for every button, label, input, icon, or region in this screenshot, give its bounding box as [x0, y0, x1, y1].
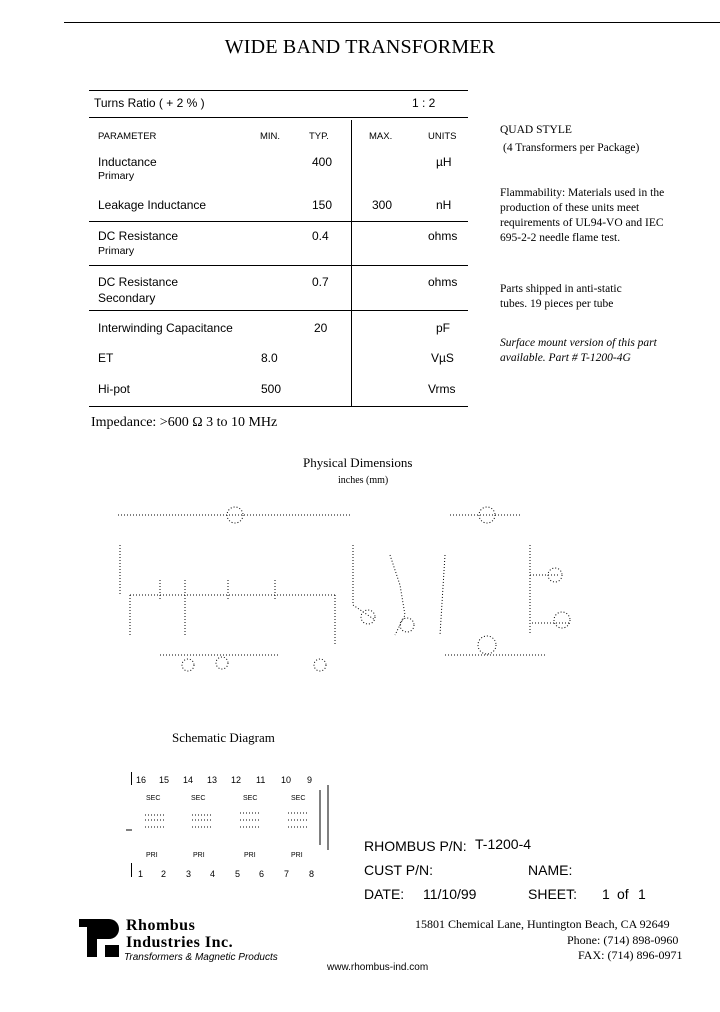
row-dcr-sec-sub: Secondary — [98, 291, 156, 305]
row-hipot-min: 500 — [261, 382, 282, 396]
pin-2: 2 — [161, 869, 167, 879]
package-side-view — [353, 545, 414, 635]
name-label: NAME: — [528, 862, 573, 878]
pin-8: 8 — [309, 869, 315, 879]
top-rule — [64, 22, 720, 23]
row-dcr-pri-typ: 0.4 — [312, 229, 329, 243]
pin-4: 4 — [210, 869, 216, 879]
transformer-2 — [192, 815, 212, 827]
row-et-min: 8.0 — [261, 351, 278, 365]
row-rule-2 — [89, 265, 468, 266]
pri-label-1: PRI — [146, 852, 158, 859]
rhombus-logo-icon — [79, 919, 121, 957]
pin-3: 3 — [186, 869, 192, 879]
row-leakage-typ: 150 — [312, 198, 333, 212]
physical-dimensions-drawing — [100, 495, 590, 695]
transformer-3 — [240, 813, 260, 827]
pin-15: 15 — [159, 775, 170, 785]
company-name-line1: Rhombus — [126, 917, 196, 934]
turns-ratio-label: Turns Ratio ( + 2 % ) — [94, 96, 205, 110]
pri-label-3: PRI — [244, 852, 256, 859]
physical-dimensions-subtitle: inches (mm) — [338, 475, 389, 486]
turns-ratio-value: 1 : 2 — [412, 96, 436, 110]
row-dcr-pri-param: DC Resistance — [98, 229, 179, 243]
header-min: MIN. — [260, 131, 281, 142]
sec-label-4: SEC — [291, 795, 306, 802]
sheet-value: 1 — [602, 886, 610, 902]
row-capacitance-param: Interwinding Capacitance — [98, 321, 233, 335]
pin-12: 12 — [231, 775, 242, 785]
row-dcr-sec-typ: 0.7 — [312, 275, 329, 289]
row-rule-1 — [89, 221, 468, 222]
row-capacitance-units: pF — [436, 321, 451, 335]
schematic-title: Schematic Diagram — [172, 730, 275, 745]
flammability-note: Flammability: Materials used in the production of these units meet requirements of UL94-VO and IEC 695-2-2 needle flame test. — [500, 187, 665, 244]
header-max: MAX. — [369, 131, 393, 142]
row-et-param: ET — [98, 351, 114, 365]
pin-1: 1 — [138, 869, 144, 879]
row-capacitance-typ: 20 — [314, 321, 328, 335]
sec-label-3: SEC — [243, 795, 258, 802]
pri-label-4: PRI — [291, 852, 303, 859]
row-leakage-units: nH — [436, 198, 452, 212]
package-end-view — [440, 507, 570, 655]
pin-7: 7 — [284, 869, 290, 879]
row-leakage-param: Leakage Inductance — [98, 198, 207, 212]
pin-11: 11 — [256, 775, 266, 785]
header-parameter: PARAMETER — [98, 131, 157, 142]
rhombus-pn-label: RHOMBUS P/N: — [364, 838, 467, 854]
company-tagline: Transformers & Magnetic Products — [124, 952, 278, 963]
row-inductance-typ: 400 — [312, 155, 333, 169]
turns-rule — [89, 117, 468, 118]
shipping-note: Parts shipped in anti-static tubes. 19 pieces per tube — [500, 283, 622, 310]
row-leakage-max: 300 — [372, 198, 393, 212]
physical-dimensions-title: Physical Dimensions — [303, 455, 413, 470]
pin-10: 10 — [281, 775, 292, 785]
smt-note: Surface mount version of this part available. Part # T-1200-4G — [500, 337, 657, 364]
row-dcr-pri-sub: Primary — [98, 245, 135, 257]
transformer-4 — [288, 813, 308, 827]
header-units: UNITS — [428, 131, 457, 142]
company-name-line2: Industries Inc. — [126, 934, 234, 951]
sec-label-2: SEC — [191, 795, 206, 802]
pin-6: 6 — [259, 869, 265, 879]
row-inductance-sub: Primary — [98, 170, 135, 182]
cust-pn-label: CUST P/N: — [364, 862, 433, 878]
header-typ: TYP. — [309, 131, 329, 142]
pin-9: 9 — [307, 775, 313, 785]
row-dcr-pri-units: ohms — [428, 229, 458, 243]
pin-13: 13 — [207, 775, 218, 785]
date-label: DATE: — [364, 886, 405, 902]
page-title: WIDE BAND TRANSFORMER — [224, 36, 496, 58]
row-hipot-units: Vrms — [428, 382, 456, 396]
row-inductance-units: µH — [436, 155, 452, 169]
row-rule-3 — [89, 310, 468, 311]
sec-label-1: SEC — [146, 795, 161, 802]
pin-16: 16 — [136, 775, 147, 785]
impedance-spec: Impedance: >600 Ω 3 to 10 MHz — [91, 415, 278, 430]
quad-style-note: QUAD STYLE — [500, 124, 572, 136]
sheet-of: of — [617, 886, 629, 902]
sheet-total: 1 — [638, 886, 646, 902]
row-et-units: VµS — [431, 351, 454, 365]
sheet-label: SHEET: — [528, 886, 578, 902]
transformer-1 — [145, 815, 165, 827]
date-value: 11/10/99 — [423, 886, 477, 902]
row-dcr-sec-param: DC Resistance — [98, 275, 179, 289]
company-phone: Phone: (714) 898-0960 — [567, 933, 679, 947]
schematic-left-bar-top — [131, 772, 132, 785]
table-top-rule — [89, 90, 468, 91]
row-dcr-sec-units: ohms — [428, 275, 458, 289]
rhombus-pn-value: T-1200-4 — [475, 836, 532, 852]
pri-label-2: PRI — [193, 852, 205, 859]
row-inductance-param: Inductance — [98, 155, 157, 169]
table-column-divider — [351, 120, 352, 406]
package-top-view — [118, 507, 350, 671]
row-hipot-param: Hi-pot — [98, 382, 131, 396]
table-bottom-rule — [89, 406, 468, 407]
pin-14: 14 — [183, 775, 194, 785]
quad-style-sub: (4 Transformers per Package) — [503, 142, 640, 154]
pin-5: 5 — [235, 869, 241, 879]
company-website[interactable]: www.rhombus-ind.com — [327, 962, 429, 973]
schematic-left-bar-bottom — [131, 863, 132, 877]
company-fax: FAX: (714) 896-0971 — [578, 948, 683, 962]
company-address: 15801 Chemical Lane, Huntington Beach, CA 92649 — [415, 917, 670, 931]
schematic-transformers — [120, 785, 340, 855]
